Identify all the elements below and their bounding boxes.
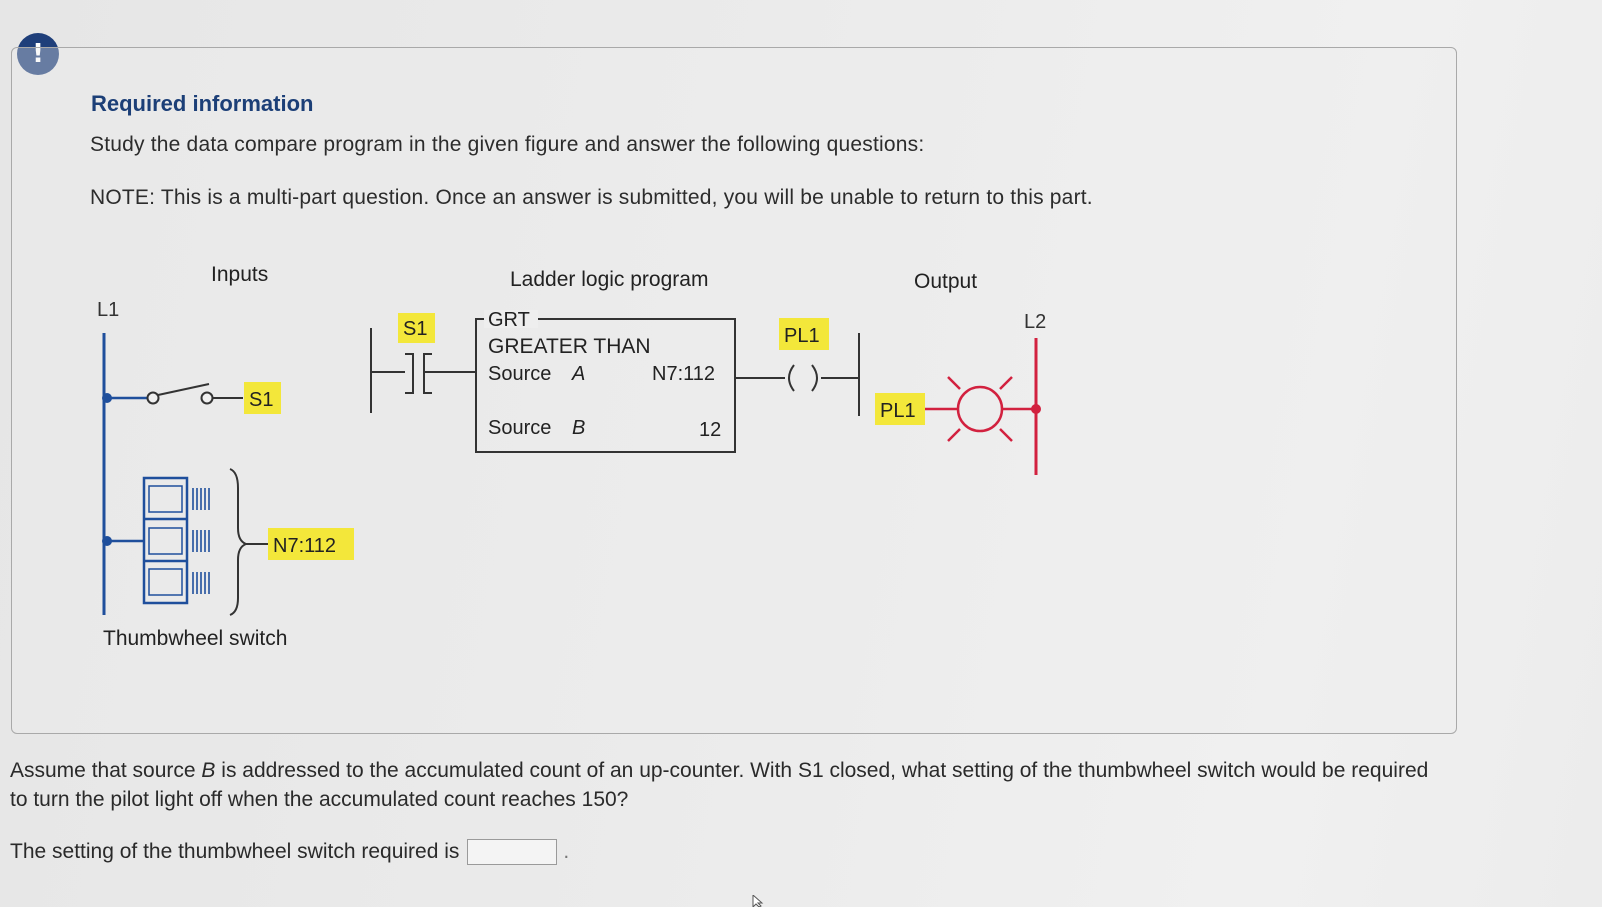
- grt-name: GREATER THAN: [488, 335, 651, 358]
- question-part-1: Assume that source: [10, 759, 202, 782]
- ladder-logic-figure: [12, 48, 1456, 733]
- coil-icon: [789, 365, 817, 391]
- source-b-letter: B: [572, 417, 586, 439]
- contact-tag: S1: [403, 318, 428, 340]
- output-heading: Output: [914, 270, 978, 293]
- switch-blade: [158, 384, 209, 395]
- source-a-value: N7:112: [652, 363, 716, 385]
- answer-row: [10, 839, 569, 865]
- required-info-card: [11, 47, 1457, 734]
- question-part-2: is addressed to the accumulated count of an up-counter. With S1 closed, what setting of the thumbwheel switch would be required to turn the pilot light off when the accumulated count reaches 150?: [10, 759, 1429, 811]
- program-heading: Ladder logic program: [510, 268, 709, 291]
- rail-l1-label: L1: [97, 299, 120, 321]
- pilot-tag: PL1: [880, 400, 916, 422]
- s1-contact-icon: [405, 354, 432, 393]
- info-note: NOTE: This is a multi-part question. Once an answer is submitted, you will be unable to return to this part.: [90, 186, 1093, 209]
- switch-contact: [202, 393, 213, 404]
- answer-label: The setting of the thumbwheel switch required is: [10, 840, 460, 863]
- l2-junction: [1031, 404, 1041, 414]
- thumbwheel-brace: [230, 469, 246, 615]
- answer-suffix: .: [563, 840, 570, 863]
- mouse-pointer-icon: [752, 895, 766, 907]
- source-b-value: 12: [699, 419, 722, 441]
- exclamation-icon: !: [32, 39, 44, 69]
- inputs-heading: Inputs: [211, 263, 269, 286]
- source-a-label: Source: [488, 363, 552, 385]
- source-b-label: Source: [488, 417, 552, 439]
- answer-input[interactable]: [467, 839, 557, 865]
- grt-mnemonic: GRT: [488, 309, 530, 331]
- switch-pivot: [148, 393, 159, 404]
- info-title: Required information: [91, 91, 314, 116]
- thumbwheel-caption: Thumbwheel switch: [103, 627, 288, 650]
- question-source-letter: B: [201, 759, 216, 782]
- coil-tag: PL1: [784, 325, 820, 347]
- question-text: [10, 756, 1450, 814]
- source-a-letter: A: [572, 363, 586, 385]
- info-instruction: Study the data compare program in the given figure and answer the following questions:: [90, 133, 925, 156]
- rail-l2-label: L2: [1024, 311, 1047, 333]
- switch-tag: S1: [249, 389, 274, 411]
- thumbwheel-tag: N7:112: [273, 535, 337, 557]
- thumbwheel-switch: [144, 478, 209, 603]
